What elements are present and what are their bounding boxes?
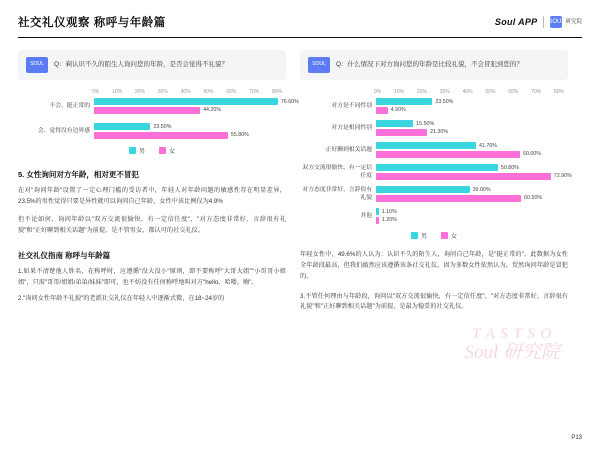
xtick: 60% — [226, 89, 237, 95]
left-question-card — [18, 50, 286, 80]
soul-logo-left-text: SOUL — [30, 61, 44, 68]
xtick: 0% — [374, 89, 382, 95]
bar-value: 41.70% — [479, 142, 497, 149]
watermark-line1: T A S T S O — [472, 326, 553, 343]
xtick: 40% — [462, 89, 473, 95]
legend-item-male — [129, 146, 145, 155]
page-title: 社交礼仪观察 称呼与年龄篇 — [18, 17, 166, 29]
bar-value: 50.80% — [500, 164, 519, 171]
bar-female — [376, 129, 449, 136]
chart-row — [18, 98, 299, 115]
xtick: 10% — [112, 89, 123, 95]
guide-list — [18, 267, 286, 305]
chart-row-label: 会、觉得没有边界感 — [37, 127, 90, 134]
chart-row — [300, 208, 568, 225]
chart-row-bars — [376, 120, 568, 137]
bar-male — [94, 123, 172, 130]
legend-item-female — [159, 146, 175, 155]
soul-logo-icon-left — [26, 57, 48, 73]
section-heading-5: 5. 女性询问对方年龄，相对更不冒犯 — [18, 170, 139, 179]
section-5-paragraph-2: 但不论如何，询问年龄以"双方交流很愉快，有一定信任度"、"对方态度非常好、言辞很有礼貌"和"正好聊到相关话题"为前提，是不管男女，都认可的社交礼仪。 — [18, 215, 286, 234]
bar-value: 23.50% — [153, 123, 172, 130]
xtick: 0% — [92, 89, 100, 95]
bar-value: 23.50% — [435, 98, 454, 105]
chart-row-label: 对方态度非常好、言辞很有礼貌 — [302, 187, 372, 201]
legend-swatch-female-icon — [441, 232, 448, 239]
chart-row-bars — [94, 123, 286, 140]
xtick: 10% — [394, 89, 405, 95]
legend-label-female: 女 — [169, 149, 176, 155]
soul-logo-icon-right — [308, 57, 330, 73]
legend-item-female — [441, 231, 457, 240]
bar-value: 15.50% — [416, 120, 435, 127]
bar-value: 72.90% — [553, 173, 572, 179]
left-chart-xaxis — [92, 89, 282, 95]
bar-value: 4.90% — [390, 107, 406, 113]
legend-swatch-female-icon — [159, 147, 166, 154]
bar-value: 76.60% — [280, 98, 299, 105]
bar-male — [376, 186, 491, 193]
xtick: 70% — [531, 89, 542, 95]
xtick: 50% — [485, 89, 496, 95]
bar-male — [94, 98, 299, 105]
legend-swatch-male-icon — [129, 147, 136, 154]
xtick: 30% — [157, 89, 168, 95]
soul-logo-right-text: SOUL — [312, 61, 326, 68]
bar-male — [376, 208, 397, 215]
bar-value: 44.20% — [203, 107, 222, 113]
xtick: 20% — [134, 89, 145, 95]
soul-logo-icon — [548, 16, 565, 28]
right-question-text: Q：什么情况下对方询问您的年龄是比较礼貌，不会冒犯到您的？ — [336, 60, 524, 68]
right-paragraph-1: 年轻女性中，49.6%的人认为：认识不久的陌生人，询问自己年龄，是"挺正常的"。此数据为女性全年龄段最高，但我们敲然应该遵循该条社交礼仪，因为多数女性依然认为，贸然询问年龄是冒犯的。 — [300, 251, 568, 280]
guide-item-2: 2."询问女性年龄不礼貌"的老派社交礼仪在年轻人中逐渐式微，在18~24岁的 — [18, 295, 225, 303]
chart-row-bars — [376, 142, 568, 159]
right-chart-legend — [300, 231, 568, 240]
soul-logo-mark-text: SOUL — [548, 19, 565, 25]
bar-female — [376, 217, 397, 224]
bar-male — [376, 98, 454, 105]
bar-value: 1.10% — [381, 208, 397, 215]
soul-logo-caption: 研究院 — [565, 18, 582, 25]
left-chart — [18, 89, 299, 155]
left-question-text: Q：剃认识不久的陌生人询问您的年龄，是否会觉得不礼貌？ — [54, 60, 229, 68]
bar-female — [94, 107, 222, 114]
chart-row-bars — [94, 98, 299, 115]
bar-value: 60.00% — [523, 151, 541, 157]
section-heading-guide: 社交礼仪指南 称呼与年龄篇 — [18, 251, 111, 261]
bar-value: 60.50% — [524, 195, 543, 201]
chart-row-label: 双方交流很愉快、有一定信任度 — [302, 165, 372, 179]
header-brand-group — [495, 16, 582, 28]
bar-male — [376, 142, 497, 149]
chart-row-label: 不会、挺正常的 — [49, 102, 90, 109]
xtick: 20% — [416, 89, 427, 95]
chart-row-bars — [376, 186, 568, 203]
bar-male — [376, 164, 519, 171]
section-5-paragraph-1: 在对"询问年龄"设置了一定心理门槛的受访者中，年轻人对年龄问题的敏感性存在明显差异，23.5%的男性觉得只要是异性就可以询问自己年龄，女性中该比例仅为4.9% — [18, 187, 286, 205]
right-question-card — [300, 50, 568, 80]
watermark — [464, 327, 560, 363]
chart-row — [300, 186, 568, 203]
chart-row — [300, 120, 568, 137]
legend-label-female: 女 — [451, 234, 458, 240]
bar-value: 21.30% — [430, 129, 449, 135]
chart-row — [18, 123, 286, 140]
bar-value: 1.20% — [381, 217, 397, 223]
bar-value: 39.00% — [472, 186, 491, 193]
right-chart-xaxis — [374, 89, 564, 95]
chart-row-label: 对方是不同性别 — [331, 102, 372, 109]
bar-value: 55.80% — [230, 132, 249, 138]
chart-row-bars — [376, 164, 572, 181]
bar-female — [376, 107, 406, 114]
left-chart-legend — [18, 146, 286, 155]
xtick: 50% — [203, 89, 214, 95]
right-paragraph-2: 3.不管任何理由与年龄段，询问以"双方交流很愉快，有一定信任度"、"对方态度非常好、言辞很有礼貌"和"正好聊到相关话题"为前提，是最为稳妥的社交礼仪。 — [300, 292, 568, 311]
legend-item-male — [411, 231, 427, 240]
chart-row-label: 其他 — [360, 212, 372, 219]
xtick: 80% — [553, 89, 564, 95]
brand-name: Soul APP — [494, 17, 538, 27]
legend-label-male: 男 — [420, 234, 427, 240]
right-chart — [300, 89, 572, 240]
chart-row-bars — [376, 98, 568, 115]
xtick: 40% — [180, 89, 191, 95]
left-column — [18, 50, 299, 322]
chart-row-label: 对方是相同性别 — [331, 124, 372, 131]
bar-female — [376, 151, 541, 158]
chart-row — [300, 164, 572, 181]
right-column — [300, 50, 572, 322]
chart-row-bars — [376, 208, 568, 225]
chart-row — [300, 142, 568, 159]
chart-row-label: 正好聊到相关话题 — [325, 146, 372, 153]
legend-swatch-male-icon — [411, 232, 418, 239]
bar-male — [376, 120, 435, 127]
guide-item-1: 1.如果不清楚他人姓名，在称呼时，应遵循"没大没小"原则，即不要称呼"大哥大姐""小哥哥小姐姐"，只需"哥哥/姐姐/弟弟/妹妹"即可，也不妨没有任何称呼地叫对方"hello、哈喽、嗨"。 — [18, 268, 286, 287]
page-header — [18, 14, 582, 38]
watermark-line2: Soul 研究院 — [464, 342, 560, 364]
legend-label-male: 男 — [138, 149, 145, 155]
bar-female — [94, 132, 249, 139]
soul-research-logo — [543, 16, 582, 28]
xtick: 60% — [508, 89, 519, 95]
chart-row — [300, 98, 568, 115]
xtick: 70% — [249, 89, 260, 95]
page-number: P13 — [571, 435, 582, 441]
bar-female — [376, 173, 572, 180]
xtick: 30% — [439, 89, 450, 95]
bar-female — [376, 195, 543, 202]
xtick: 80% — [271, 89, 282, 95]
content-columns — [18, 50, 582, 322]
